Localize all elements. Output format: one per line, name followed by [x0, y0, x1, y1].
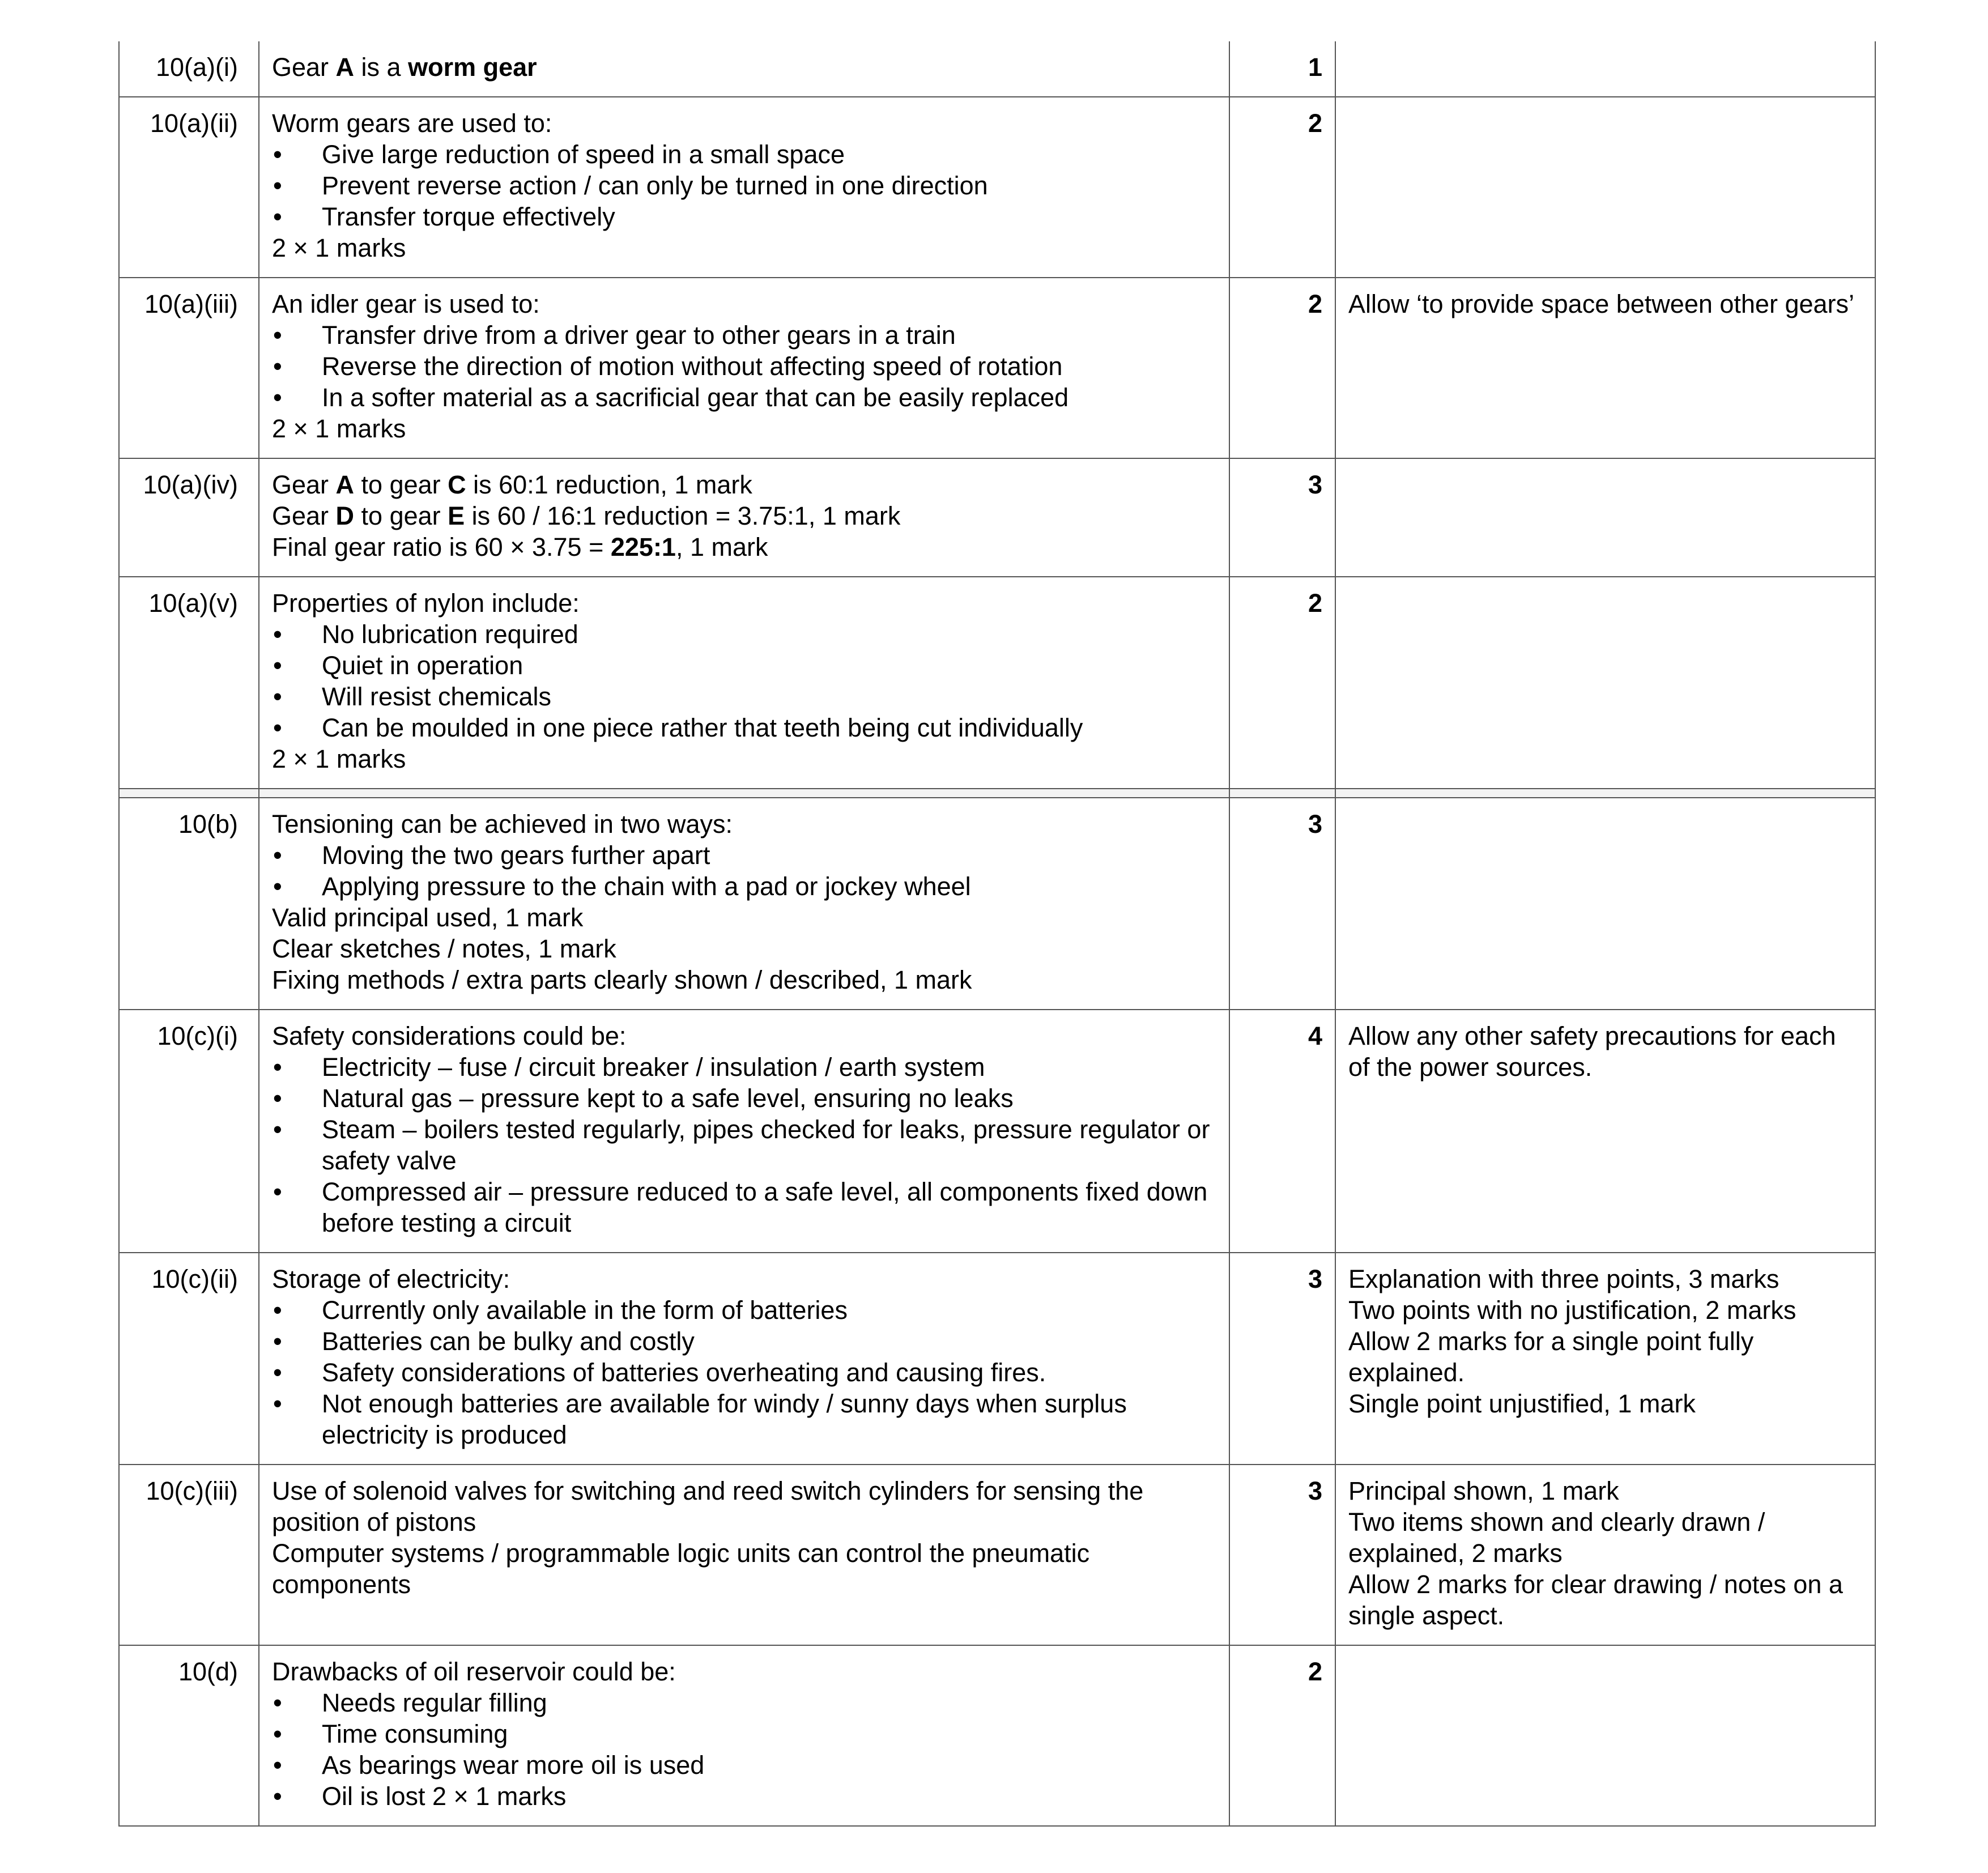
answer-bullet-point: • In a softer material as a sacrificial gear that can be easily replaced [272, 382, 1218, 413]
guidance-line: Two points with no justification, 2 marks [1348, 1296, 1797, 1325]
answer-bullet-point: • Applying pressure to the chain with a pad or jockey wheel [272, 871, 1218, 902]
answer-bullet-point: • Steam – boilers tested regularly, pipes checked for leaks, pressure regulator or safety valve [272, 1114, 1218, 1176]
answer-line: Worm gears are used to: [272, 109, 552, 138]
answer-text-bold: D [335, 501, 355, 530]
marks-cell: 3 [1229, 458, 1335, 577]
answer-cell [259, 1253, 1229, 1465]
answer-text: is 60:1 reduction, 1 mark [466, 470, 752, 499]
answer-text-bold: E [448, 501, 465, 530]
answer-text: is 60 / 16:1 reduction = 3.75:1, 1 mark [465, 501, 901, 530]
table-row [119, 1253, 1875, 1465]
answer-line: 2 × 1 marks [272, 414, 406, 443]
answer-bullet-point: • No lubrication required [272, 619, 1218, 650]
answer-line: Safety considerations could be: [272, 1021, 627, 1050]
marks-cell: 2 [1229, 577, 1335, 789]
answer-line [272, 500, 1218, 531]
guidance-cell [1335, 97, 1875, 278]
answer-bullet-point: • Prevent reverse action / can only be turned in one direction [272, 170, 1218, 201]
answer-line [272, 469, 1218, 500]
answer-bullet-point: • Compressed air – pressure reduced to a safe level, all components fixed down before testing a circuit [272, 1176, 1218, 1238]
question-number: 10(b) [119, 798, 259, 1010]
divider-cell [119, 789, 259, 798]
answer-bullet-point: • Not enough batteries are available for windy / sunny days when surplus electricity is produced [272, 1388, 1218, 1450]
answer-text: is a [354, 53, 408, 82]
mark-scheme-body [119, 41, 1875, 1826]
answer-bullet-point: • Time consuming [272, 1718, 1218, 1749]
answer-line: Clear sketches / notes, 1 mark [272, 934, 616, 963]
guidance-line: Allow 2 marks for clear drawing / notes on a single aspect. [1348, 1570, 1843, 1630]
answer-line: Fixing methods / extra parts clearly shown / described, 1 mark [272, 965, 972, 994]
guidance-cell [1335, 1465, 1875, 1645]
guidance-cell [1335, 278, 1875, 458]
answer-cell [259, 798, 1229, 1010]
question-number: 10(d) [119, 1645, 259, 1826]
mark-scheme-table [118, 41, 1876, 1827]
guidance-cell [1335, 41, 1875, 97]
answer-cell [259, 577, 1229, 789]
answer-line: Drawbacks of oil reservoir could be: [272, 1657, 676, 1686]
question-number: 10(a)(iii) [119, 278, 259, 458]
section-divider [119, 789, 1875, 798]
marks-cell: 2 [1229, 1645, 1335, 1826]
answer-bullet-point: • Moving the two gears further apart [272, 840, 1218, 871]
answer-bullet-point: • Needs regular filling [272, 1687, 1218, 1718]
guidance-line: Principal shown, 1 mark [1348, 1476, 1619, 1505]
answer-bullet-point: • As bearings wear more oil is used [272, 1749, 1218, 1781]
question-number: 10(c)(i) [119, 1010, 259, 1253]
question-number: 10(a)(iv) [119, 458, 259, 577]
answer-line: 2 × 1 marks [272, 233, 406, 262]
divider-cell [259, 789, 1229, 798]
answer-bullet-point: • Currently only available in the form of batteries [272, 1295, 1218, 1326]
answer-text-bold: A [335, 470, 355, 499]
table-row [119, 1645, 1875, 1826]
answer-line: Valid principal used, 1 mark [272, 903, 584, 932]
answer-bullet-point: • Batteries can be bulky and costly [272, 1326, 1218, 1357]
answer-bullet-point: • Oil is lost 2 × 1 marks [272, 1781, 1218, 1812]
answer-bullet-point: • Will resist chemicals [272, 681, 1218, 712]
answer-line: 2 × 1 marks [272, 744, 406, 773]
answer-bullet-point: • Electricity – fuse / circuit breaker / insulation / earth system [272, 1052, 1218, 1083]
answer-bullet-point: • Reverse the direction of motion without affecting speed of rotation [272, 351, 1218, 382]
divider-cell [1229, 789, 1335, 798]
marks-cell: 2 [1229, 97, 1335, 278]
answer-text-bold: C [448, 470, 466, 499]
marks-cell: 3 [1229, 798, 1335, 1010]
guidance-line: Allow ‘to provide space between other gears’ [1348, 290, 1855, 318]
answer-line: Properties of nylon include: [272, 589, 580, 618]
answer-cell [259, 1465, 1229, 1645]
guidance-cell [1335, 577, 1875, 789]
guidance-cell [1335, 1253, 1875, 1465]
guidance-cell [1335, 1010, 1875, 1253]
guidance-cell [1335, 458, 1875, 577]
answer-text-bold: 225:1 [610, 533, 676, 561]
table-row [119, 1010, 1875, 1253]
question-number: 10(c)(ii) [119, 1253, 259, 1465]
answer-line: Tensioning can be achieved in two ways: [272, 810, 733, 838]
answer-text: Gear [272, 470, 336, 499]
table-row [119, 798, 1875, 1010]
answer-bullet-point: • Transfer drive from a driver gear to other gears in a train [272, 320, 1218, 351]
guidance-line: Allow any other safety precautions for each of the power sources. [1348, 1021, 1836, 1082]
question-number: 10(c)(iii) [119, 1465, 259, 1645]
table-row [119, 278, 1875, 458]
question-number: 10(a)(v) [119, 577, 259, 789]
marks-cell: 2 [1229, 278, 1335, 458]
guidance-cell [1335, 1645, 1875, 1826]
answer-cell [259, 1645, 1229, 1826]
divider-cell [1335, 789, 1875, 798]
answer-line [272, 531, 1218, 563]
answer-bullet-point: • Natural gas – pressure kept to a safe level, ensuring no leaks [272, 1083, 1218, 1114]
answer-bullet-point: • Give large reduction of speed in a small space [272, 139, 1218, 170]
answer-text: Gear [272, 501, 336, 530]
answer-text-bold: worm gear [408, 53, 537, 82]
table-row [119, 41, 1875, 97]
guidance-cell [1335, 798, 1875, 1010]
guidance-line: Single point unjustified, 1 mark [1348, 1389, 1696, 1418]
marks-cell: 4 [1229, 1010, 1335, 1253]
marks-cell: 3 [1229, 1253, 1335, 1465]
answer-line: An idler gear is used to: [272, 290, 540, 318]
marks-cell: 3 [1229, 1465, 1335, 1645]
answer-cell [259, 458, 1229, 577]
guidance-line: Two items shown and clearly drawn / explained, 2 marks [1348, 1508, 1765, 1568]
table-row [119, 97, 1875, 278]
answer-cell [259, 278, 1229, 458]
answer-text-bold: A [335, 53, 355, 82]
answer-text: Final gear ratio is 60 × 3.75 = [272, 533, 611, 561]
answer-bullet-point: • Safety considerations of batteries overheating and causing fires. [272, 1357, 1218, 1388]
table-row [119, 458, 1875, 577]
marks-cell: 1 [1229, 41, 1335, 97]
answer-cell [259, 97, 1229, 278]
answer-line: Storage of electricity: [272, 1265, 510, 1293]
answer-bullet-point: • Quiet in operation [272, 650, 1218, 681]
answer-bullet-point: • Can be moulded in one piece rather that teeth being cut individually [272, 712, 1218, 743]
answer-text: , 1 mark [675, 533, 768, 561]
answer-text: to gear [354, 501, 448, 530]
table-row [119, 1465, 1875, 1645]
answer-bullet-point: • Transfer torque effectively [272, 201, 1218, 232]
table-row [119, 577, 1875, 789]
answer-text: to gear [354, 470, 448, 499]
answer-cell [259, 41, 1229, 97]
answer-line: Use of solenoid valves for switching and reed switch cylinders for sensing the position of pistons [272, 1476, 1144, 1536]
question-number: 10(a)(i) [119, 41, 259, 97]
guidance-line: Explanation with three points, 3 marks [1348, 1265, 1780, 1293]
question-number: 10(a)(ii) [119, 97, 259, 278]
answer-line: Computer systems / programmable logic units can control the pneumatic components [272, 1539, 1090, 1599]
answer-cell [259, 1010, 1229, 1253]
answer-line [272, 52, 1218, 83]
answer-text: Gear [272, 53, 336, 82]
guidance-line: Allow 2 marks for a single point fully explained. [1348, 1327, 1754, 1387]
